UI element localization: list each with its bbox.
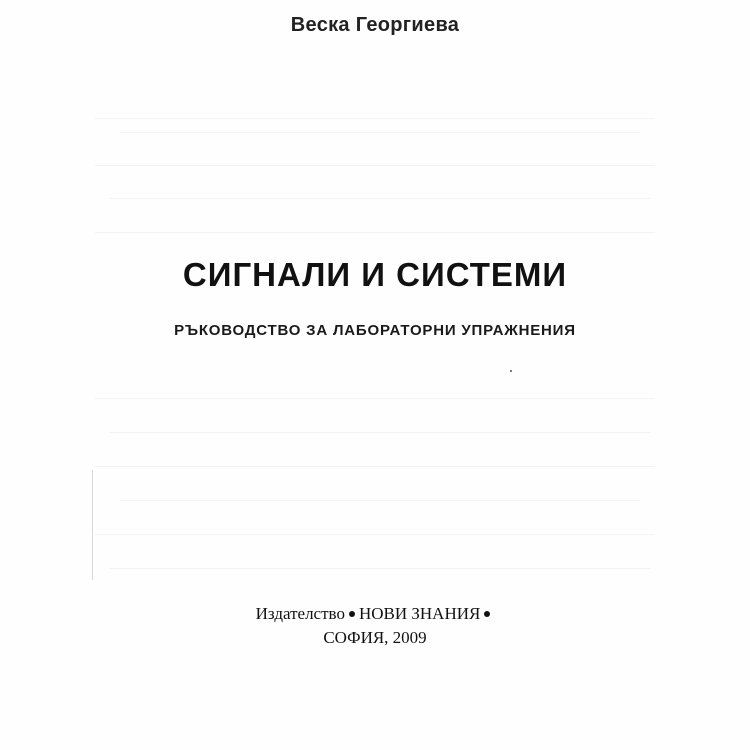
bullet-icon	[484, 611, 490, 617]
scan-line	[110, 432, 650, 433]
scan-line	[120, 132, 640, 133]
scan-line	[110, 568, 650, 569]
publisher-label: Издателство	[255, 604, 345, 623]
dust-speck	[510, 370, 512, 372]
scan-line	[95, 466, 655, 467]
author-name: Веска Георгиева	[290, 14, 460, 36]
city-year: СОФИЯ, 2009	[323, 628, 427, 647]
publisher-line	[0, 604, 750, 624]
scan-line	[95, 534, 655, 535]
scan-line	[110, 198, 650, 199]
publisher-name: НОВИ ЗНАНИЯ	[358, 604, 481, 623]
book-title: СИГНАЛИ И СИСТЕМИ	[182, 256, 568, 293]
scan-line	[120, 500, 640, 501]
page-edge-mark	[92, 470, 93, 580]
scan-line	[95, 232, 655, 233]
scan-line	[95, 165, 655, 166]
bullet-icon	[349, 611, 355, 617]
scan-line	[95, 398, 655, 399]
scan-line	[95, 118, 655, 119]
book-subtitle: РЪКОВОДСТВО ЗА ЛАБОРАТОРНИ УПРАЖНЕНИЯ	[174, 322, 576, 339]
